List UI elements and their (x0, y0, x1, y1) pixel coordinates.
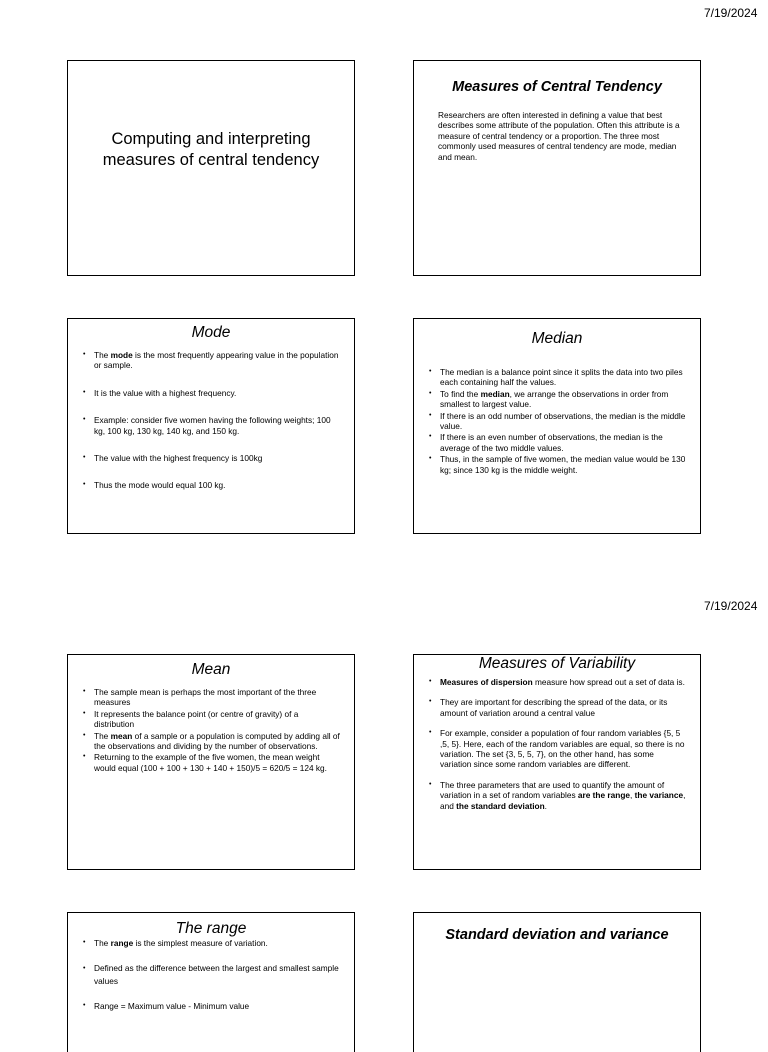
slide-measures-variability (413, 654, 701, 870)
list-item: • Defined as the difference between the largest and smallest sample values (83, 963, 339, 987)
slide-std-dev-variance (413, 912, 701, 1052)
bullet-icon: • (429, 780, 432, 788)
slide-mode (67, 318, 355, 534)
list-item: • The mean of a sample or a population is computed by adding all of the observations and dividing by the number of observations. (83, 730, 340, 752)
list-item: • Measures of dispersion measure how spread out a set of data is. (429, 677, 685, 687)
page-date-top: 7/19/2024 (704, 6, 758, 20)
bullet-icon: • (83, 351, 86, 358)
bullet-icon: • (429, 729, 432, 737)
bullet-list (414, 677, 700, 811)
bullet-icon: • (83, 388, 86, 396)
list-item: • Range = Maximum value - Minimum value (83, 1001, 250, 1012)
bullet-list (68, 687, 354, 773)
list-item: • Thus the mode would equal 100 kg. (83, 480, 226, 491)
slide-heading: Measures of Central Tendency (452, 79, 662, 95)
slide-title-heading: Computing and interpreting measures of central tendency (102, 130, 320, 169)
slide-heading: Median (531, 330, 583, 347)
bullet-list (68, 938, 354, 1012)
list-item: • To find the median, we arrange the observations in order from smallest to largest value. (429, 388, 669, 410)
bullet-icon: • (83, 731, 86, 739)
list-item: • It is the value with a highest frequency. (83, 387, 237, 398)
list-item: • The sample mean is perhaps the most important of the three measures (83, 687, 317, 708)
bullet-icon: • (429, 698, 432, 706)
bullet-icon: • (429, 678, 432, 685)
bullet-icon: • (429, 433, 432, 441)
slide-range (67, 912, 355, 1052)
list-item: • The mode is the most frequently appearing value in the population or sample. (83, 350, 339, 371)
list-item: • If there is an even number of observations, the median is the average of the two middle values. (429, 432, 663, 453)
bullet-icon: • (83, 753, 86, 761)
slide-title (67, 60, 355, 276)
slide-heading: Standard deviation and variance (445, 927, 669, 943)
slide-heading: The range (175, 920, 247, 937)
list-item: • The range is the simplest measure of variation. (83, 938, 268, 948)
list-item: • Thus, in the sample of five women, the median value would be 130 kg; since 130 kg is the middle weight. (429, 454, 686, 475)
bullet-icon: • (83, 454, 86, 462)
list-item: • It represents the balance point (or centre of gravity) of a distribution (83, 708, 299, 730)
page-date-middle: 7/19/2024 (704, 599, 758, 613)
slide-heading: Mean (191, 661, 231, 678)
bullet-icon: • (429, 368, 432, 375)
bullet-icon: • (83, 709, 86, 717)
slide-body: Researchers are often interested in defining a value that best describes some attribute of the population. Often this attribute is a measure of central tendency or a proportion. The three most commonly used measures of central tendency are mode, median and mean. (438, 110, 680, 162)
list-item: • Example: consider five women having the following weights; 100 kg, 100 kg, 130 kg, 140 kg, and 150 kg. (83, 415, 331, 436)
list-item: • The value with the highest frequency is 100kg (83, 453, 263, 464)
slide-heading: Mode (191, 324, 231, 341)
bullet-icon: • (83, 688, 86, 695)
list-item: • The three parameters that are used to quantify the amount of variation in a set of random variables are the range, the variance, and the standard deviation. (429, 779, 686, 811)
slide-heading: Measures of Variability (478, 655, 636, 672)
slide-mean (67, 654, 355, 870)
list-item: • The median is a balance point since it splits the data into two piles each containing half the values. (429, 367, 683, 388)
list-item: • For example, consider a population of four random variables {5, 5 ,5, 5}. Here, each of the random variables are equal, so there is no variation. The set {3, 5, 5, 7}, on the other hand, has some variation since some random variables are different. (429, 728, 685, 770)
bullet-icon: • (83, 416, 86, 424)
slide-measures-central-tendency (413, 60, 701, 276)
bullet-icon: • (83, 965, 86, 973)
bullet-list (414, 367, 700, 475)
bullet-icon: • (429, 389, 432, 397)
bullet-icon: • (83, 1002, 86, 1010)
bullet-icon: • (429, 411, 432, 419)
list-item: • They are important for describing the spread of the data, or its amount of variation around a central value (429, 697, 668, 718)
slide-median (413, 318, 701, 534)
bullet-icon: • (83, 481, 86, 489)
bullet-icon: • (429, 455, 432, 463)
bullet-list (68, 350, 354, 491)
list-item: • If there is an odd number of observations, the median is the middle value. (429, 410, 686, 432)
list-item: • Returning to the example of the five women, the mean weight would equal (100 + 100 + 130 + 140 + 150)/5 = 620/5 = 124 kg. (83, 752, 327, 773)
bullet-icon: • (83, 939, 86, 946)
